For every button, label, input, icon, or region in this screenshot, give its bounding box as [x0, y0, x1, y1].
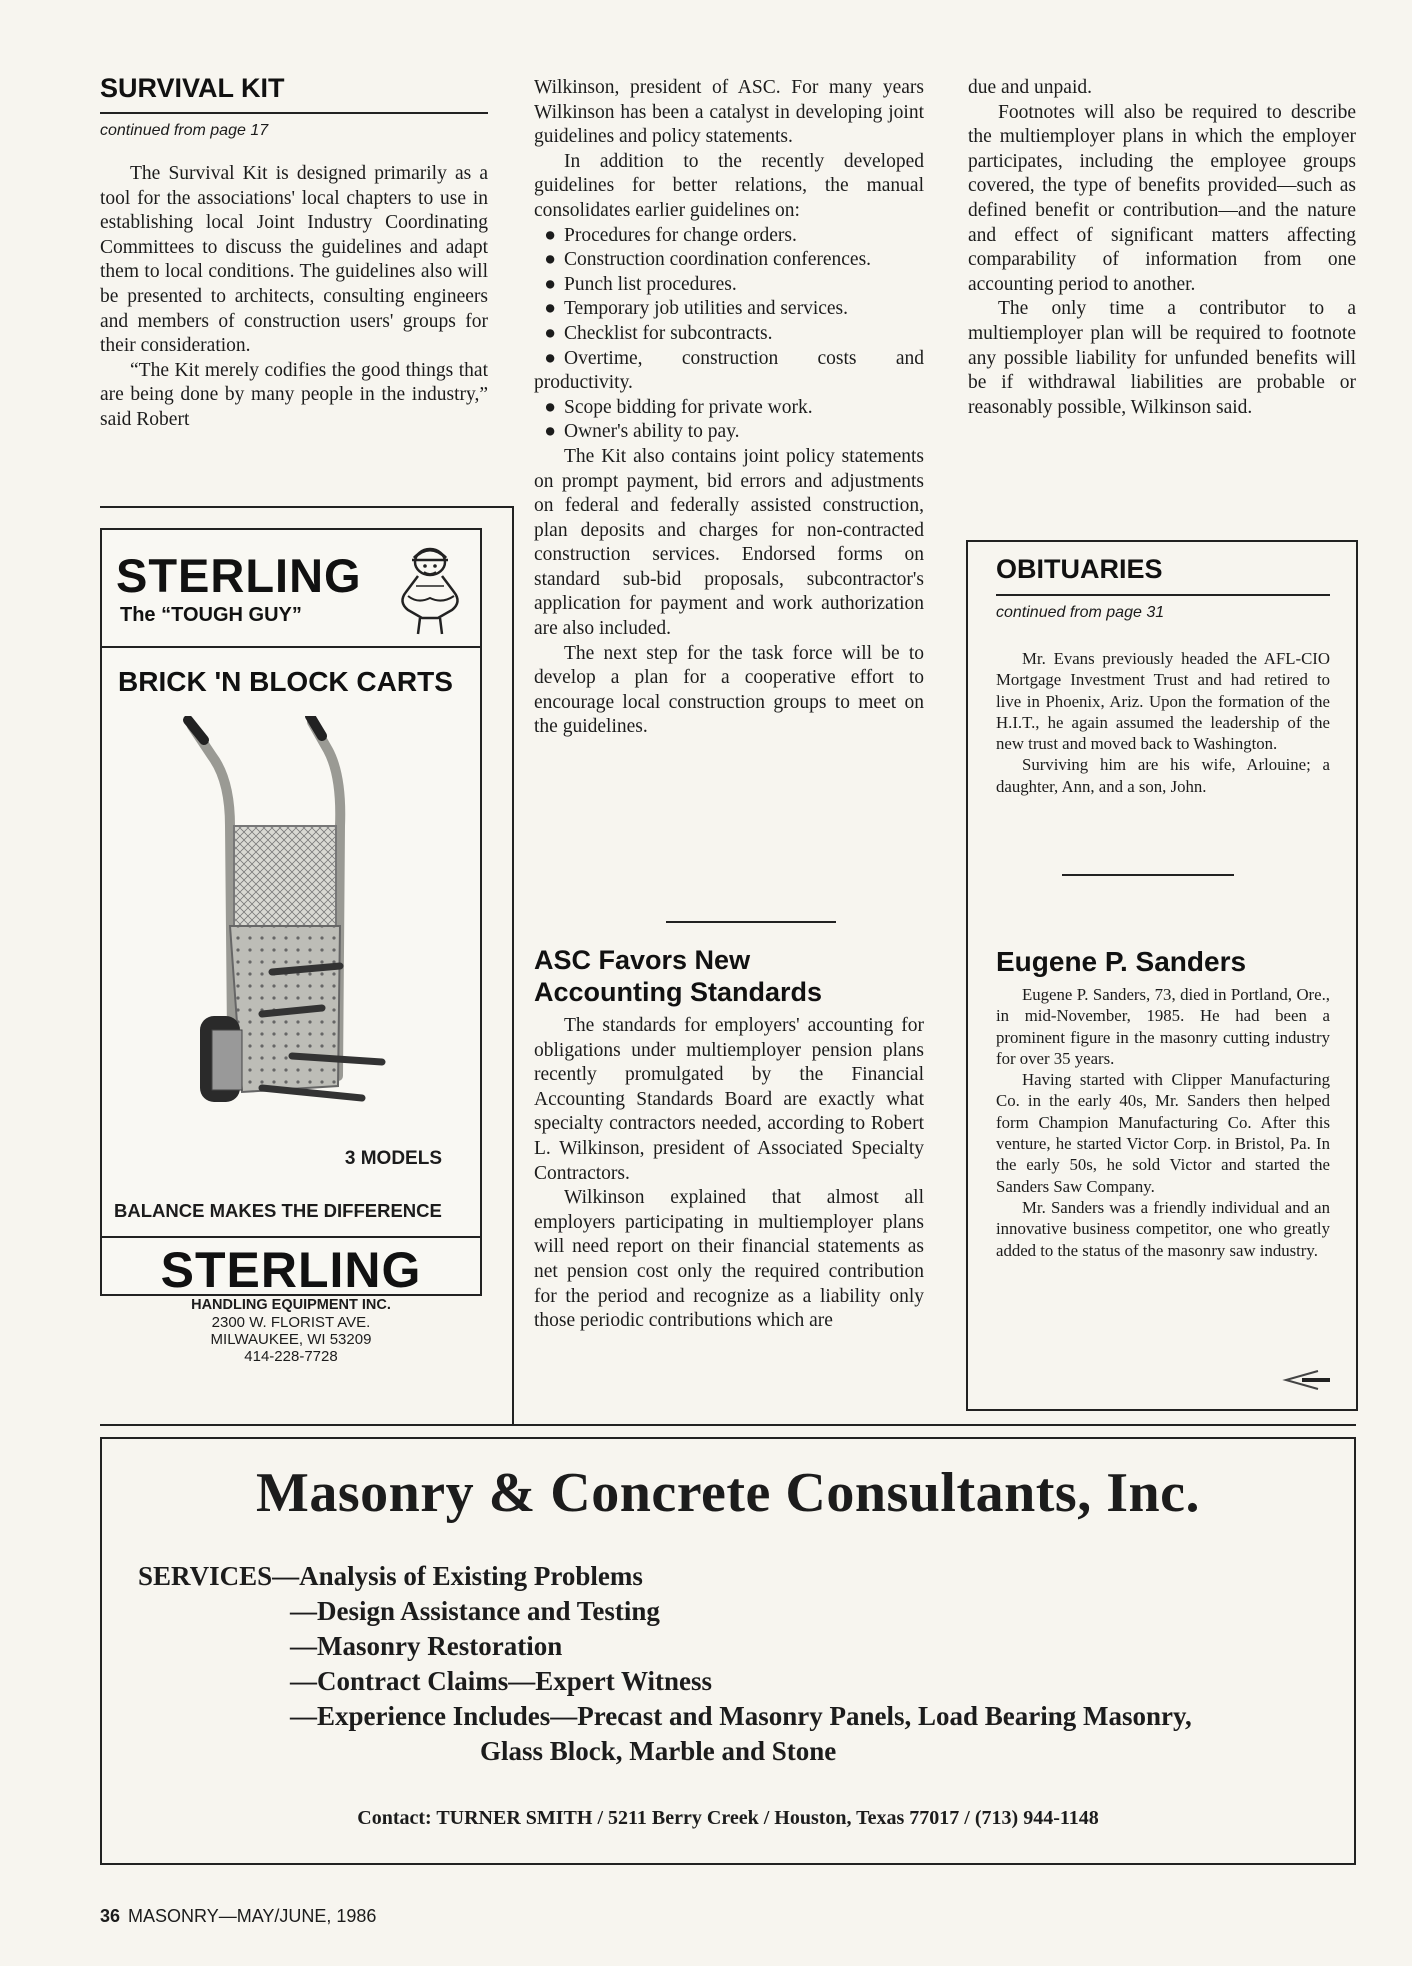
survival-kit-article: [100, 72, 488, 433]
end-mark-icon: [1278, 1369, 1330, 1391]
masonry-service-line: —Contract Claims—Expert Witness: [290, 1666, 712, 1696]
masonry-service-line: —Design Assistance and Testing: [290, 1596, 660, 1626]
masonry-service-line: —Experience Includes—Precast and Masonry Panels, Load Bearing Masonry,: [290, 1701, 1192, 1731]
paragraph: Mr. Sanders was a friendly individual and an innovative business competitor, one who greatly added to the status of the masonry saw industry.: [996, 1197, 1330, 1260]
sterling-product-name: BRICK 'N BLOCK CARTS: [118, 666, 453, 697]
asc-heading-line-1: ASC Favors New: [534, 945, 751, 975]
heading-rule: [996, 594, 1330, 596]
survival-kit-body: [100, 162, 488, 433]
page-footer: [100, 1906, 376, 1927]
sanders-heading: Eugene P. Sanders: [996, 946, 1247, 977]
paragraph: The Survival Kit is designed primarily as a tool for the associations' local chapters to use in establishing local Joint Industry Coordinating Committees to discuss the guidelines and adapt them to local conditions. The guidelines also will be presented to architects, consulting engineers and members of construction users' groups for their consideration.: [100, 163, 488, 357]
column-divider-horizontal: [100, 506, 514, 508]
tough-guy-mascot-icon: [394, 540, 470, 636]
obituaries-body: [996, 648, 1330, 797]
asc-body: [534, 1014, 924, 1334]
sterling-slogan: BALANCE MAKES THE DIFFERENCE: [114, 1200, 442, 1221]
survival-kit-kicker: continued from page 17: [100, 122, 269, 139]
sterling-brand: STERLING: [116, 549, 362, 602]
masonry-consultants-advertisement: [100, 1437, 1356, 1865]
paragraph: Eugene P. Sanders, 73, died in Portland, Ore., in mid-November, 1985. He had been a prominent figure in the masonry cutting industry for over 35 years.: [996, 985, 1330, 1068]
sterling-ad-product: [102, 648, 480, 1238]
paragraph: Mr. Evans previously headed the AFL-CIO Mortgage Investment Trust and had retired to live in Phoenix, Ariz. Upon the formation of the H.I.T., he again assumed the leadership of the new trust and moved back to Washington.: [996, 649, 1330, 754]
list-item: ● Procedures for change orders.: [544, 224, 797, 246]
asc-heading-line-2: Accounting Standards: [534, 977, 823, 1007]
sterling-ad-contact: [102, 1238, 480, 1365]
section-separator: [1062, 874, 1234, 876]
sterling-company: HANDLING EQUIPMENT INC.: [191, 1297, 391, 1313]
paragraph: The Kit also contains joint policy statements on prompt payment, bid errors and adjustments on federal and federally assisted construction, plan deposits and charges for non-contracted construction services. Endorsed forms on standard sub-bid proposals, subcontractor's application for payment and work authorization are also included.: [534, 445, 924, 640]
list-item: ● Checklist for subcontracts.: [544, 322, 773, 344]
page-number: 36: [100, 1906, 121, 1926]
list-item: ● Scope bidding for private work.: [544, 396, 813, 418]
obituaries-box: [966, 540, 1358, 1411]
obituaries-kicker: continued from page 31: [996, 604, 1165, 621]
masonry-service-line: Glass Block, Marble and Stone: [480, 1736, 837, 1766]
paragraph: In addition to the recently developed guidelines for better relations, the manual consolidates earlier guidelines on:: [534, 150, 924, 221]
brick-block-cart-icon: [172, 716, 422, 1156]
asc-heading: [534, 944, 924, 1008]
sterling-address-city: MILWAUKEE, WI 53209: [210, 1331, 372, 1348]
publication-line: MASONRY—MAY/JUNE, 1986: [128, 1906, 377, 1926]
paragraph: Having started with Clipper Manufacturing Co. in the early 40s, Mr. Sanders then helped form Champion Manufacturing Co. After this venture, he started Victor Corp. in Bristol, Pa. In the early 50s, he sold Victor and started the Sanders Saw Company.: [996, 1070, 1330, 1196]
paragraph: Surviving him are his wife, Arlouine; a daughter, Ann, and a son, John.: [996, 755, 1330, 796]
paragraph: “The Kit merely codifies the good things that are being done by many people in the industry,” said Robert: [100, 359, 488, 430]
obituaries-heading: OBITUARIES: [996, 554, 1163, 584]
sterling-address-street: 2300 W. FLORIST AVE.: [211, 1314, 371, 1331]
paragraph: due and unpaid.: [968, 77, 1093, 98]
masonry-ad-contact: Contact: TURNER SMITH / 5211 Berry Creek / Houston, Texas 77017 / (713) 944-1148: [357, 1807, 1099, 1829]
heading-rule: [100, 112, 488, 114]
column-divider-vertical: [512, 506, 514, 1424]
asc-article: [534, 944, 924, 1334]
guidelines-bullet-list: [534, 224, 924, 445]
page-divider: [100, 1424, 1356, 1426]
list-item: ● Punch list procedures.: [544, 273, 737, 295]
paragraph: The only time a contributor to a multiemployer plan will be required to footnote any possible liability for unfunded benefits will be if withdrawal liabilities are probable or reasonably possible, Wilkinson said.: [968, 298, 1356, 418]
sterling-tagline: The “TOUGH GUY”: [120, 604, 302, 626]
sterling-advertisement: [100, 528, 482, 1365]
sterling-brand-bottom: STERLING: [160, 1242, 422, 1298]
paragraph: The standards for employers' accounting for obligations under multiemployer pension plans recently promulgated by the Financial Accounting Standards Board are exactly what specialty contractors needed, according to Robert L. Wilkinson, president of Associated Specialty Contractors.: [534, 1015, 924, 1184]
sterling-ad-header: [102, 530, 480, 648]
masonry-ad-title: Masonry & Concrete Consultants, Inc.: [255, 1462, 1201, 1524]
masonry-service-line: SERVICES—Analysis of Existing Problems: [138, 1561, 643, 1591]
list-item: ● Temporary job utilities and services.: [544, 298, 849, 320]
survival-kit-continued: [534, 76, 924, 740]
sanders-body: [996, 984, 1330, 1261]
paragraph: Wilkinson explained that almost all employers participating in multiemployer plans will need report on their financial statements as net pension cost only the required contribution for the period and recognize as a liability only those periodic contributions which are: [534, 1187, 924, 1332]
masonry-service-line: —Masonry Restoration: [290, 1631, 563, 1661]
list-item: ● Construction coordination conferences.: [544, 249, 872, 271]
section-separator: [666, 921, 836, 923]
paragraph: Footnotes will also be required to describe the multiemployer plans in which the employer participates, including the employee groups covered, the type of benefits provided—such as defined benefit or contribution—and the nature and effect of significant matters affecting comparability of information from one accounting period to another.: [968, 101, 1356, 295]
survival-kit-heading: SURVIVAL KIT: [100, 73, 285, 103]
asc-article-continued: [968, 76, 1356, 420]
paragraph: Wilkinson, president of ASC. For many years Wilkinson has been a catalyst in developing joint guidelines and policy statements.: [534, 77, 924, 148]
list-item: ● Owner's ability to pay.: [544, 421, 740, 443]
paragraph: The next step for the task force will be to develop a plan for a cooperative effort to encourage local construction groups to meet on the guidelines.: [534, 642, 924, 738]
sterling-phone: 414-228-7728: [244, 1348, 338, 1365]
list-item: ● Overtime, construction costs and productivity.: [534, 347, 924, 394]
sterling-models: 3 MODELS: [344, 1148, 442, 1169]
